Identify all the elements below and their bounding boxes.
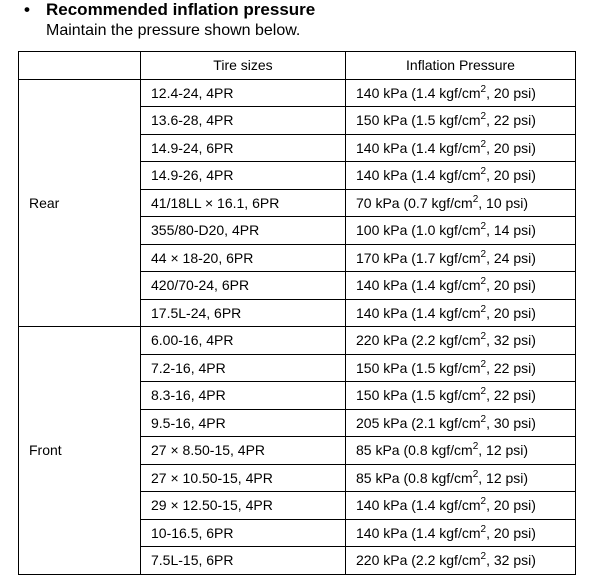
pressure-kpa-text: 170 kPa (1.7 kgf/cm	[356, 249, 481, 266]
unit-superscript: 2	[480, 496, 487, 508]
pressure-cell	[346, 464, 576, 492]
pressure-psi-text: , 22 psi)	[486, 112, 536, 129]
pressure-psi-text: , 20 psi)	[486, 304, 536, 321]
pressure-psi-text: , 22 psi)	[486, 359, 536, 376]
tire-size-cell: 355/80-D20, 4PR	[141, 217, 346, 245]
unit-superscript: 2	[480, 83, 487, 95]
inflation-pressure-table	[18, 51, 576, 575]
pressure-cell	[346, 354, 576, 382]
pressure-cell	[346, 189, 576, 217]
unit-superscript: 2	[472, 193, 479, 205]
pressure-cell	[346, 107, 576, 135]
pressure-psi-text: , 24 psi)	[486, 249, 536, 266]
tire-size-cell: 14.9-24, 6PR	[141, 134, 346, 162]
tire-size-cell: 10-16.5, 6PR	[141, 519, 346, 547]
pressure-psi-text: , 20 psi)	[486, 139, 536, 156]
pressure-cell	[346, 134, 576, 162]
pressure-kpa-text: 140 kPa (1.4 kgf/cm	[356, 304, 481, 321]
unit-superscript: 2	[480, 386, 487, 398]
pressure-cell	[346, 244, 576, 272]
pressure-psi-text: , 20 psi)	[486, 277, 536, 294]
pressure-kpa-text: 100 kPa (1.0 kgf/cm	[356, 222, 481, 239]
table-body	[19, 79, 576, 574]
pressure-kpa-text: 205 kPa (2.1 kgf/cm	[356, 414, 481, 431]
unit-superscript: 2	[480, 413, 487, 425]
pressure-kpa-text: 220 kPa (2.2 kgf/cm	[356, 552, 481, 569]
unit-superscript: 2	[480, 166, 487, 178]
unit-superscript: 2	[480, 331, 487, 343]
pressure-cell	[346, 217, 576, 245]
unit-superscript: 2	[472, 441, 479, 453]
unit-superscript: 2	[480, 276, 487, 288]
tire-size-cell: 44 × 18-20, 6PR	[141, 244, 346, 272]
pressure-kpa-text: 140 kPa (1.4 kgf/cm	[356, 524, 481, 541]
position-cell: Rear	[19, 79, 141, 327]
tire-size-cell: 17.5L-24, 6PR	[141, 299, 346, 327]
pressure-kpa-text: 70 kPa (0.7 kgf/cm	[356, 194, 473, 211]
unit-superscript: 2	[480, 111, 487, 123]
pressure-cell	[346, 437, 576, 465]
pressure-psi-text: , 30 psi)	[486, 414, 536, 431]
unit-superscript: 2	[480, 138, 487, 150]
pressure-psi-text: , 12 psi)	[478, 442, 529, 459]
heading-title: Recommended inflation pressure	[46, 0, 316, 19]
unit-superscript: 2	[480, 551, 487, 563]
pressure-kpa-text: 140 kPa (1.4 kgf/cm	[356, 84, 481, 101]
pressure-cell	[346, 272, 576, 300]
tire-size-cell: 8.3-16, 4PR	[141, 382, 346, 410]
pressure-cell	[346, 382, 576, 410]
section-subtitle: Maintain the pressure shown below.	[46, 22, 301, 39]
pressure-kpa-text: 140 kPa (1.4 kgf/cm	[356, 277, 481, 294]
tire-size-cell: 9.5-16, 4PR	[141, 409, 346, 437]
pressure-cell	[346, 327, 576, 355]
pressure-kpa-text: 150 kPa (1.5 kgf/cm	[356, 112, 481, 129]
pressure-psi-text: , 10 psi)	[478, 194, 529, 211]
section-heading	[24, 0, 315, 19]
pressure-kpa-text: 150 kPa (1.5 kgf/cm	[356, 359, 481, 376]
pressure-psi-text: , 32 psi)	[486, 332, 536, 349]
pressure-kpa-text: 220 kPa (2.2 kgf/cm	[356, 332, 481, 349]
pressure-psi-text: , 20 psi)	[486, 497, 536, 514]
pressure-psi-text: , 14 psi)	[486, 222, 536, 239]
unit-superscript: 2	[480, 358, 487, 370]
tire-size-cell: 7.2-16, 4PR	[141, 354, 346, 382]
header-inflation-pressure: Inflation Pressure	[346, 52, 576, 80]
tire-size-cell: 6.00-16, 4PR	[141, 327, 346, 355]
bullet-icon: •	[24, 0, 30, 19]
tire-size-cell: 41/18LL × 16.1, 6PR	[141, 189, 346, 217]
tire-size-cell: 27 × 10.50-15, 4PR	[141, 464, 346, 492]
table-row	[19, 79, 576, 107]
tire-size-cell: 7.5L-15, 6PR	[141, 547, 346, 575]
pressure-cell	[346, 519, 576, 547]
tire-size-cell: 14.9-26, 4PR	[141, 162, 346, 190]
unit-superscript: 2	[472, 468, 479, 480]
pressure-kpa-text: 150 kPa (1.5 kgf/cm	[356, 387, 481, 404]
unit-superscript: 2	[480, 303, 487, 315]
pressure-cell	[346, 409, 576, 437]
pressure-cell	[346, 547, 576, 575]
pressure-cell	[346, 492, 576, 520]
tire-size-cell: 13.6-28, 4PR	[141, 107, 346, 135]
unit-superscript: 2	[480, 523, 487, 535]
pressure-kpa-text: 140 kPa (1.4 kgf/cm	[356, 167, 481, 184]
header-tire-sizes: Tire sizes	[141, 52, 346, 80]
pressure-cell	[346, 162, 576, 190]
tire-size-cell: 420/70-24, 6PR	[141, 272, 346, 300]
table-row	[19, 327, 576, 355]
header-position	[19, 52, 141, 80]
pressure-psi-text: , 12 psi)	[478, 469, 529, 486]
pressure-psi-text: , 32 psi)	[486, 552, 536, 569]
tire-size-cell: 12.4-24, 4PR	[141, 79, 346, 107]
pressure-kpa-text: 140 kPa (1.4 kgf/cm	[356, 497, 481, 514]
pressure-cell	[346, 299, 576, 327]
pressure-psi-text: , 20 psi)	[486, 524, 536, 541]
position-cell: Front	[19, 327, 141, 575]
table-header-row	[19, 52, 576, 80]
pressure-psi-text: , 20 psi)	[486, 84, 536, 101]
unit-superscript: 2	[480, 221, 487, 233]
tire-size-cell: 27 × 8.50-15, 4PR	[141, 437, 346, 465]
pressure-kpa-text: 140 kPa (1.4 kgf/cm	[356, 139, 481, 156]
pressure-psi-text: , 20 psi)	[486, 167, 536, 184]
pressure-kpa-text: 85 kPa (0.8 kgf/cm	[356, 469, 473, 486]
pressure-kpa-text: 85 kPa (0.8 kgf/cm	[356, 442, 473, 459]
pressure-cell	[346, 79, 576, 107]
pressure-psi-text: , 22 psi)	[486, 387, 536, 404]
unit-superscript: 2	[480, 248, 487, 260]
tire-size-cell: 29 × 12.50-15, 4PR	[141, 492, 346, 520]
